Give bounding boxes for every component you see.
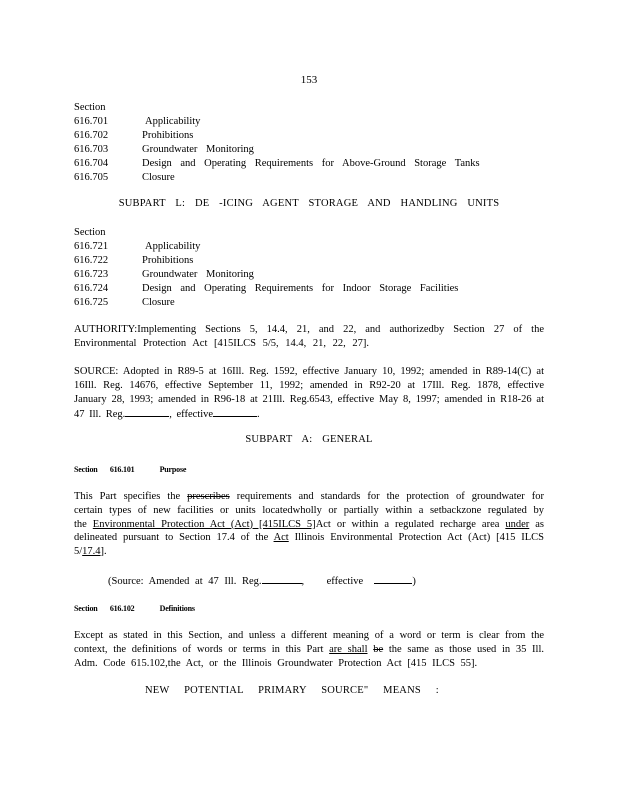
toc-header: Section (74, 227, 106, 238)
section-number: 616.101 (109, 465, 135, 474)
text-run: (Source: Amended at 47 Ill. Reg. (108, 576, 262, 587)
blank-line (262, 573, 302, 584)
toc-item-title: Applicability (145, 241, 201, 252)
toc-item-title: Prohibitions (142, 255, 194, 266)
toc-header: Section (74, 102, 106, 113)
toc-item (74, 129, 480, 143)
underlined-text: under (505, 518, 530, 530)
toc-item-title: Closure (142, 172, 175, 183)
toc-item-num: 616.721 (74, 241, 109, 252)
struck-text: prescribes (187, 491, 230, 502)
text-run: Illinois Environmental Protection Act (Act) [415 ILCS 5/ (74, 532, 545, 558)
toc-item-title: Closure (142, 297, 175, 308)
section-label: Section (74, 604, 98, 613)
toc-subpart-l (74, 226, 458, 310)
toc-item-title: Groundwater Monitoring (142, 144, 254, 155)
toc-item-num: 616.702 (74, 130, 109, 141)
toc-item (74, 296, 458, 310)
page-number: 153 (300, 74, 318, 86)
purpose-paragraph (74, 490, 544, 559)
section-label: Section (74, 465, 98, 474)
toc-item-num: 616.723 (74, 269, 109, 280)
text-run: ]. (100, 546, 107, 558)
subpart-a-heading: SUBPART A: GENERAL (245, 434, 373, 445)
subpart-l-heading: SUBPART L: DE -ICING AGENT STORAGE AND HANDLING UNITS (118, 198, 500, 209)
toc-item-num: 616.724 (74, 283, 109, 294)
section-title: Definitions (159, 604, 195, 613)
text-run: This Part specifies the (74, 491, 181, 502)
underlined-text: 17.4 (82, 546, 101, 558)
toc-item-title: Prohibitions (142, 130, 194, 141)
underlined-text: Act (273, 532, 289, 544)
toc-item (74, 171, 480, 185)
toc-item (74, 268, 458, 282)
text-run: ) (412, 576, 416, 587)
toc-item-num: 616.704 (74, 158, 109, 169)
toc-item (74, 282, 458, 296)
new-potential-heading: NEW POTENTIAL PRIMARY SOURCE" MEANS : (145, 685, 439, 696)
underlined-text: are shall (329, 643, 368, 655)
underlined-text: Environmental Protection Act (Act) [415ILCS 5] (92, 518, 316, 530)
source-note: SOURCE: Adopted in R89-5 at 16Ill. Reg. 1592, effective January 10, 1992; amended in R89-14(C) at 16Ill. Reg. 14676, effective September 11, 1992; amended in R92-20 at 17Ill. Reg. 1878, effective January 28, 1993; amended in R96-18 at 21Ill. Reg.6543, effective May 8, 1997; amended in R18-26 at 47 Ill. Reg. , effective . (74, 366, 544, 421)
purpose-source-note: (Source: Amended at 47 Ill. Reg. , effective ) (108, 573, 416, 587)
text-run: requirements and standards for the protection of groundwater for certain types of new facilities or units locatedwholly or partially within a setbackzone regulated by the (74, 491, 545, 530)
toc-item-num: 616.725 (74, 297, 109, 308)
toc-item (74, 254, 458, 268)
toc-item-num: 616.703 (74, 144, 109, 155)
text-run: the same as those used in 35 Ill. Adm. Code 615.102,the Act, or the Illinois Groundwater Protection Act [415 ILCS 55]. (74, 643, 545, 669)
toc-item (74, 157, 480, 171)
toc-item-title: Groundwater Monitoring (142, 269, 254, 280)
section-title: Purpose (159, 465, 187, 474)
blank-line (125, 406, 169, 417)
text-run: Except as stated in this Section, and unless a different meaning of a word or term is clear from the context, the definitions of words or terms in this Part (74, 630, 544, 655)
source-effective: effective (176, 409, 214, 421)
text-run: as delineated pursuant to Section 17.4 of the (74, 518, 544, 544)
blank-line (213, 406, 257, 417)
toc-subpart-k (74, 101, 480, 185)
source-text: SOURCE: Adopted in R89-5 at 16Ill. Reg. 1592, effective January 10, 1992; amended in R89-14(C) at 16Ill. Reg. 14676, effective September 11, 1992; amended in R92-20 at 17Ill. Reg. 1878, effective January 28, 1993; amended in R96-18 at 21Ill. Reg.6543, effective May 8, 1997; amended in R18-26 at 47 Ill. Reg. (74, 366, 544, 421)
section-number: 616.102 (109, 604, 135, 613)
toc-item (74, 240, 458, 254)
toc-item (74, 115, 480, 129)
text-run: Act or within a regulated recharge area (315, 518, 500, 530)
section-heading-101 (74, 465, 186, 474)
toc-item-title: Design and Operating Requirements for Indoor Storage Facilities (142, 283, 459, 294)
toc-item-title: Design and Operating Requirements for Above-Ground Storage Tanks (142, 158, 480, 169)
toc-item-num: 616.722 (74, 255, 109, 266)
definitions-paragraph (74, 629, 544, 670)
section-heading-102 (74, 604, 195, 613)
blank-line (374, 573, 412, 584)
struck-text: be (373, 643, 384, 655)
toc-item-num: 616.705 (74, 172, 109, 183)
toc-item-num: 616.701 (74, 116, 109, 127)
toc-item-title: Applicability (145, 116, 201, 127)
toc-item (74, 143, 480, 157)
authority-note: AUTHORITY:Implementing Sections 5, 14.4, 21, and 22, and authorizedby Section 27 of the Environmental Protection Act [415ILCS 5/5, 14.4, 21, 22, 27]. (74, 324, 544, 349)
text-run: effective (326, 576, 364, 587)
